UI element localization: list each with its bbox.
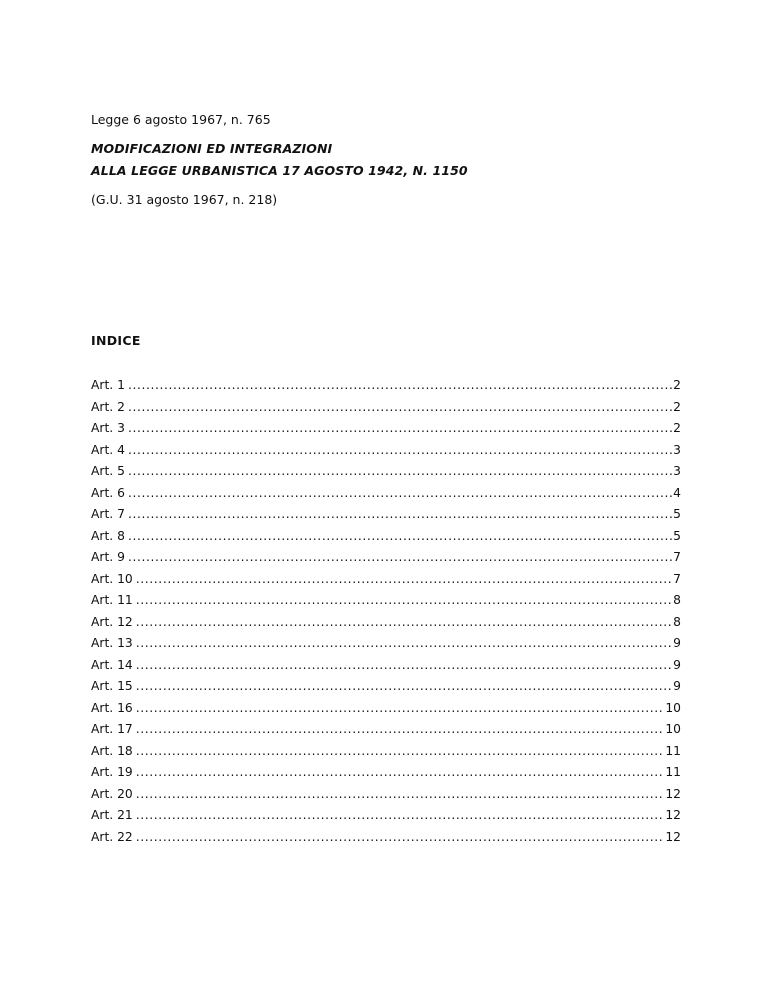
toc-leader-dots bbox=[128, 464, 672, 478]
toc-entry[interactable] bbox=[91, 787, 681, 809]
document-title-line-2: ALLA LEGGE URBANISTICA 17 AGOSTO 1942, N. 1150 bbox=[91, 163, 468, 178]
toc-entry[interactable] bbox=[91, 421, 681, 443]
toc-entry[interactable] bbox=[91, 507, 681, 529]
toc-entry-label: Art. 15 bbox=[91, 679, 133, 693]
toc-entry-label: Art. 2 bbox=[91, 399, 125, 414]
toc-entry-page: 7 bbox=[673, 571, 681, 586]
toc-leader-dots bbox=[136, 679, 672, 693]
toc-entry-page: 12 bbox=[665, 829, 681, 844]
toc-entry-page: 10 bbox=[665, 700, 681, 715]
toc-entry[interactable] bbox=[91, 765, 681, 787]
table-of-contents bbox=[91, 378, 681, 851]
toc-entry-label: Art. 13 bbox=[91, 636, 133, 650]
toc-entry[interactable] bbox=[91, 744, 681, 766]
toc-leader-dots bbox=[128, 486, 672, 500]
toc-leader-dots bbox=[136, 636, 672, 650]
toc-entry-label: Art. 3 bbox=[91, 421, 125, 435]
toc-entry-label: Art. 16 bbox=[91, 700, 133, 715]
toc-entry[interactable] bbox=[91, 443, 681, 465]
toc-entry-page: 3 bbox=[673, 442, 681, 457]
toc-entry-label: Art. 19 bbox=[91, 765, 133, 779]
toc-entry[interactable] bbox=[91, 722, 681, 744]
toc-leader-dots bbox=[136, 658, 672, 672]
toc-entry-page: 9 bbox=[673, 679, 681, 693]
toc-entry-page: 2 bbox=[673, 378, 681, 392]
toc-entry-page: 5 bbox=[673, 528, 681, 543]
toc-leader-dots bbox=[136, 593, 672, 607]
toc-entry[interactable] bbox=[91, 378, 681, 400]
toc-entry-label: Art. 10 bbox=[91, 571, 133, 586]
toc-leader-dots bbox=[128, 529, 672, 543]
toc-entry-label: Art. 6 bbox=[91, 485, 125, 500]
toc-entry-label: Art. 14 bbox=[91, 657, 133, 672]
toc-entry-page: 12 bbox=[665, 808, 681, 822]
toc-entry[interactable] bbox=[91, 486, 681, 508]
toc-entry-page: 10 bbox=[665, 722, 681, 736]
toc-entry-page: 5 bbox=[673, 507, 681, 521]
toc-entry-label: Art. 4 bbox=[91, 442, 125, 457]
index-heading: INDICE bbox=[91, 333, 141, 348]
toc-entry-page: 12 bbox=[665, 786, 681, 801]
toc-entry-label: Art. 9 bbox=[91, 550, 125, 564]
toc-entry-label: Art. 12 bbox=[91, 614, 133, 629]
toc-entry[interactable] bbox=[91, 830, 681, 852]
toc-entry-page: 8 bbox=[673, 614, 681, 629]
toc-leader-dots bbox=[128, 421, 672, 435]
toc-entry-page: 9 bbox=[673, 636, 681, 650]
toc-leader-dots bbox=[128, 378, 672, 392]
toc-entry[interactable] bbox=[91, 701, 681, 723]
toc-leader-dots bbox=[136, 787, 665, 801]
document-title-line-1: MODIFICAZIONI ED INTEGRAZIONI bbox=[91, 141, 333, 156]
toc-entry-label: Art. 18 bbox=[91, 743, 133, 758]
toc-entry[interactable] bbox=[91, 400, 681, 422]
toc-entry[interactable] bbox=[91, 615, 681, 637]
toc-leader-dots bbox=[128, 400, 672, 414]
toc-entry-page: 7 bbox=[673, 550, 681, 564]
toc-entry-label: Art. 22 bbox=[91, 829, 133, 844]
toc-entry[interactable] bbox=[91, 550, 681, 572]
toc-leader-dots bbox=[136, 572, 672, 586]
toc-entry-page: 3 bbox=[673, 464, 681, 478]
toc-entry-page: 11 bbox=[665, 743, 681, 758]
toc-entry-page: 4 bbox=[673, 485, 681, 500]
toc-entry[interactable] bbox=[91, 593, 681, 615]
toc-leader-dots bbox=[136, 808, 665, 822]
toc-entry-label: Art. 8 bbox=[91, 528, 125, 543]
toc-entry-label: Art. 7 bbox=[91, 507, 125, 521]
toc-leader-dots bbox=[136, 830, 665, 844]
toc-entry[interactable] bbox=[91, 529, 681, 551]
toc-entry-page: 11 bbox=[665, 765, 681, 779]
gazette-reference: (G.U. 31 agosto 1967, n. 218) bbox=[91, 192, 278, 207]
toc-entry[interactable] bbox=[91, 636, 681, 658]
toc-leader-dots bbox=[136, 765, 665, 779]
toc-leader-dots bbox=[136, 722, 665, 736]
toc-entry-label: Art. 17 bbox=[91, 722, 133, 736]
toc-entry-label: Art. 20 bbox=[91, 786, 133, 801]
toc-entry[interactable] bbox=[91, 808, 681, 830]
toc-leader-dots bbox=[128, 507, 672, 521]
toc-entry-label: Art. 1 bbox=[91, 378, 125, 392]
toc-leader-dots bbox=[136, 744, 665, 758]
toc-entry-page: 2 bbox=[673, 421, 681, 435]
toc-leader-dots bbox=[136, 701, 665, 715]
toc-entry[interactable] bbox=[91, 464, 681, 486]
toc-entry[interactable] bbox=[91, 658, 681, 680]
toc-leader-dots bbox=[136, 615, 672, 629]
toc-entry-label: Art. 5 bbox=[91, 464, 125, 478]
toc-entry-label: Art. 21 bbox=[91, 808, 133, 822]
toc-entry-label: Art. 11 bbox=[91, 593, 133, 607]
law-reference: Legge 6 agosto 1967, n. 765 bbox=[91, 112, 271, 127]
toc-entry[interactable] bbox=[91, 679, 681, 701]
toc-entry-page: 2 bbox=[673, 399, 681, 414]
toc-entry-page: 9 bbox=[673, 657, 681, 672]
toc-entry-page: 8 bbox=[673, 593, 681, 607]
toc-leader-dots bbox=[128, 550, 672, 564]
toc-leader-dots bbox=[128, 443, 672, 457]
toc-entry[interactable] bbox=[91, 572, 681, 594]
